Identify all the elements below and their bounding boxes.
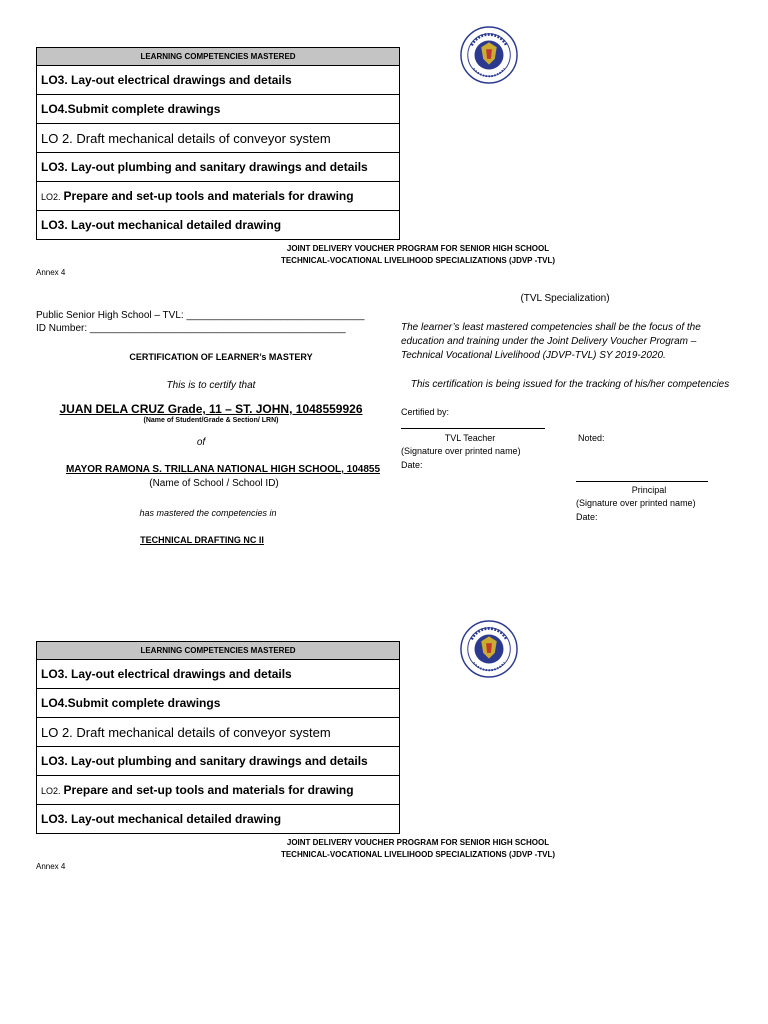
teacher-signature-line	[401, 428, 545, 429]
competencies-table-bottom	[36, 641, 400, 834]
table-row: LO3. Lay-out mechanical detailed drawing	[37, 211, 400, 240]
student-caption: (Name of Student/Grade & Section/ LRN)	[143, 417, 279, 424]
certification-title: CERTIFICATION OF LEARNER’s MASTERY	[129, 352, 313, 362]
deped-seal-icon	[460, 620, 518, 678]
row-text: Prepare and set-up tools and materials for drawing	[63, 783, 354, 797]
school-field: Public Senior High School – TVL: ________________________________	[36, 310, 365, 321]
program-title-line2: TECHNICAL-VOCATIONAL LIVELIHOOD SPECIALIZATIONS (JDVP -TVL)	[280, 256, 556, 265]
school-caption: (Name of School / School ID)	[149, 478, 279, 489]
principal-label: Principal	[631, 485, 667, 495]
tvl-specialization: (TVL Specialization)	[520, 293, 610, 304]
table-row: LO 2. Draft mechanical details of conveyor system	[37, 718, 400, 747]
row-prefix: LO2.	[41, 192, 61, 202]
table-header: LEARNING COMPETENCIES MASTERED	[37, 48, 400, 66]
table-row: LO3. Lay-out plumbing and sanitary drawings and details	[37, 747, 400, 776]
of-text: of	[196, 437, 206, 448]
program-title-line1: JOINT DELIVERY VOUCHER PROGRAM FOR SENIOR HIGH SCHOOL	[286, 244, 550, 253]
principal-signature-line	[576, 481, 708, 482]
annex-label: Annex 4	[36, 862, 66, 871]
program-title-line1: JOINT DELIVERY VOUCHER PROGRAM FOR SENIOR HIGH SCHOOL	[286, 838, 550, 847]
certify-text: This is to certify that	[166, 380, 256, 391]
principal-date-label: Date:	[576, 512, 598, 522]
qualification: TECHNICAL DRAFTING NC II	[140, 535, 264, 545]
tracking-text: This certification is being issued for the tracking of his/her competencies	[410, 379, 730, 390]
table-row: LO 2. Draft mechanical details of conveyor system	[37, 124, 400, 153]
table-row: LO4.Submit complete drawings	[37, 689, 400, 718]
teacher-label: TVL Teacher	[444, 433, 496, 443]
mastered-text: has mastered the competencies in	[139, 508, 277, 518]
competencies-table-top	[36, 47, 400, 240]
program-title-line2: TECHNICAL-VOCATIONAL LIVELIHOOD SPECIALIZATIONS (JDVP -TVL)	[280, 850, 556, 859]
row-text: Prepare and set-up tools and materials for drawing	[63, 189, 354, 203]
teacher-date-label: Date:	[401, 460, 423, 470]
id-number-field: ID Number: ______________________________________________	[36, 323, 346, 334]
row-prefix: LO2.	[41, 786, 61, 796]
noted-label: Noted:	[578, 433, 605, 443]
focus-text: The learner’s least mastered competencies shall be the focus of the education and training under the Joint Delivery Voucher Program – Technical Vocational Livelihood (JDVP-TVL) SY 2019-2020.	[401, 322, 701, 361]
student-info: JUAN DELA CRUZ Grade, 11 – ST. JOHN, 1048559926	[59, 402, 363, 416]
table-row: LO3. Lay-out plumbing and sanitary drawings and details	[37, 153, 400, 182]
table-row: LO4.Submit complete drawings	[37, 95, 400, 124]
table-row	[37, 776, 400, 805]
principal-signature-caption: (Signature over printed name)	[576, 498, 696, 508]
school-name: MAYOR RAMONA S. TRILLANA NATIONAL HIGH SCHOOL, 104855	[65, 464, 381, 475]
table-row	[37, 182, 400, 211]
table-row: LO3. Lay-out electrical drawings and details	[37, 660, 400, 689]
annex-label: Annex 4	[36, 268, 66, 277]
certified-by-label: Certified by:	[401, 407, 450, 417]
table-header: LEARNING COMPETENCIES MASTERED	[37, 642, 400, 660]
teacher-signature-caption: (Signature over printed name)	[401, 446, 521, 456]
table-row: LO3. Lay-out electrical drawings and details	[37, 66, 400, 95]
table-row: LO3. Lay-out mechanical detailed drawing	[37, 805, 400, 834]
deped-seal-icon	[460, 26, 518, 84]
